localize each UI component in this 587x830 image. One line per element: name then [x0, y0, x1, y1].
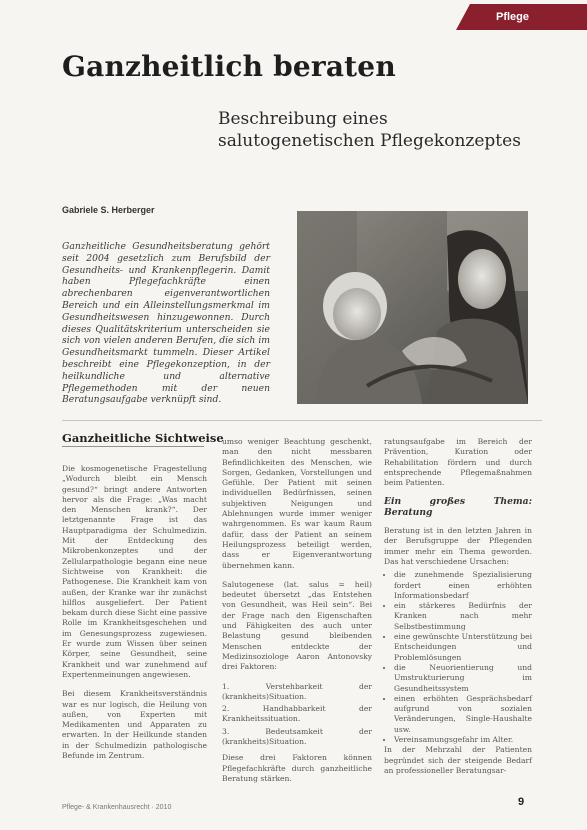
paragraph: Salutogenese (lat. salus = heil) bedeutet übersetzt „das Entstehen von Gesundheit, was Heil sein“. Bei der Frage nach den Eigenschaften und Fähigkeiten des auch unter Belastung gesund bleibenden Menschen entdeckte der Medizinsoziologe Aaron Antonovsky drei Faktoren:	[222, 579, 372, 672]
section-heading: Ganzheitliche Sichtweise	[62, 431, 224, 445]
list-item: • die Neuorientierung und Umstrukturierung im Gesundheitssystem	[394, 663, 532, 694]
page-subtitle: Beschreibung eines salutogenetischen Pflegekonzeptes	[218, 109, 521, 151]
paragraph: umso weniger Beachtung geschenkt, man den nicht messbaren Befindlichkeiten des Menschen, wie Sorgen, Gedanken, Vorstellungen und Gefühle. Der Patient mit seinen individuellen Bedürfnissen, seinen subjektiven Neigungen und Ablehnungen wurde immer weniger wahrgenommen. Es war kaum Raum dafür, dass der Patient an seinem Heilungsprozess beteiligt werden, dass er Eigenverantwortung übernehmen kann.	[222, 437, 372, 570]
page-title: Ganzheitlich beraten	[62, 50, 396, 83]
section-label: Pflege	[495, 11, 529, 23]
list-item: • die zunehmende Spezialisierung fordert einen erhöhten Informationsbedarf	[394, 570, 532, 601]
text-column-2	[222, 437, 372, 793]
list-item: • einen erhöhten Gesprächsbedarf aufgrund von sozialen Veränderungen, Single-Haushalte usw.	[394, 694, 532, 735]
list-item: • Vereinsamungsgefahr im Alter.	[394, 735, 532, 745]
list-item: • ein stärkeres Bedürfnis der Kranken nach mehr Selbstbestimmung	[394, 601, 532, 632]
list-item: • eine gewünschte Unterstützung bei Entscheidungen und Problemlösungen	[394, 632, 532, 663]
section-tab	[456, 4, 587, 30]
photo-nurse-elderly-woman	[297, 211, 528, 404]
cause-list	[384, 570, 532, 745]
paragraph: Diese drei Faktoren können Pflegefachkräfte durch ganzheitliche Beratung stärken.	[222, 753, 372, 783]
paragraph: Die kosmogenetische Fragestellung „Wodurch bleibt ein Mensch gesund?“ bringt andere Antworten hervor als die Frage: „Was macht den Menschen krank?“. Der letztgenannte Frage ist das Hauptparadigma der Schulmedizin. Mit der Entdeckung des Mikrobenkonzeptes und der Zellularpathologie begann eine neue Sichtweise von Krankheit: die Pathogenese. Die Krankheit kam von außen, der Kranke war ihr zunächst hilflos ausgeliefert. Der Patient bekam durch diese Sicht eine passive Rolle im Krankheitsgeschehen und im Genesungsprozess zugewiesen. Er wurde zum Wissen über seinen Körper, seine Gesundheit, seine Krankheit und war zunehmend auf Expertenmeinungen angewiesen.	[62, 464, 207, 679]
content-divider	[62, 420, 542, 421]
paragraph: Beratung ist in den letzten Jahren in der Berufsgruppe der Pflegenden immer mehr ein Thema geworden. Das hat verschiedene Ursachen:	[384, 526, 532, 566]
author-name: Gabriele S. Herberger	[62, 205, 155, 215]
sub-heading: Ein großes Thema: Beratung	[384, 496, 532, 518]
text-column-1	[62, 464, 207, 770]
paragraph: ratungsaufgabe im Bereich der Prävention, Kuration oder Rehabilitation fördern und durch entsprechende Pflegemaßnahmen beim Patienten.	[384, 437, 532, 488]
list-line: 2. Handhabbarkeit der Krankheitssituation.	[222, 704, 372, 724]
lead-paragraph: Ganzheitliche Gesundheitsberatung gehört seit 2004 gesetzlich zum Berufsbild der Gesundheits- und Krankenpflegerin. Damit haben Pflegefachkräfte einen abrechenbaren eigenverantwortlichen Bereich und ein Alleinstellungsmerkmal im Gesundheitswesen hinzugewonnen. Durch dieses Qualitätskriterium unterscheiden sie sich von vielen anderen Berufen, die sich im Gesundheitsmarkt tummeln. Dieser Artikel beschreibt eine Pflegekonzeption, in der heilkundliche und alternative Pflegemethoden mit der neuen Beratungsaufgabe verknüpft sind.	[62, 241, 270, 406]
footer-journal: Pflege- & Krankenhausrecht · 2010	[62, 804, 172, 811]
list-line: 1. Verstehbarkeit der (krankheits)Situation.	[222, 681, 372, 701]
heading-underline	[62, 446, 204, 447]
paragraph: In der Mehrzahl der Patienten begründet sich der steigende Bedarf an professioneller Beratungsar-	[384, 745, 532, 775]
page-number: 9	[518, 796, 525, 808]
paragraph: Bei diesem Krankheitsverständnis war es nur logisch, die Heilung von außen, von Experten mit Medikamenten und Apparaten zu erwarten. In der Heilkunde standen in der Schulmedizin pathologische Befunde im Zentrum.	[62, 689, 207, 761]
list-line: 3. Bedeutsamkeit der (krankheits)Situation.	[222, 726, 372, 747]
text-column-3	[384, 437, 532, 785]
